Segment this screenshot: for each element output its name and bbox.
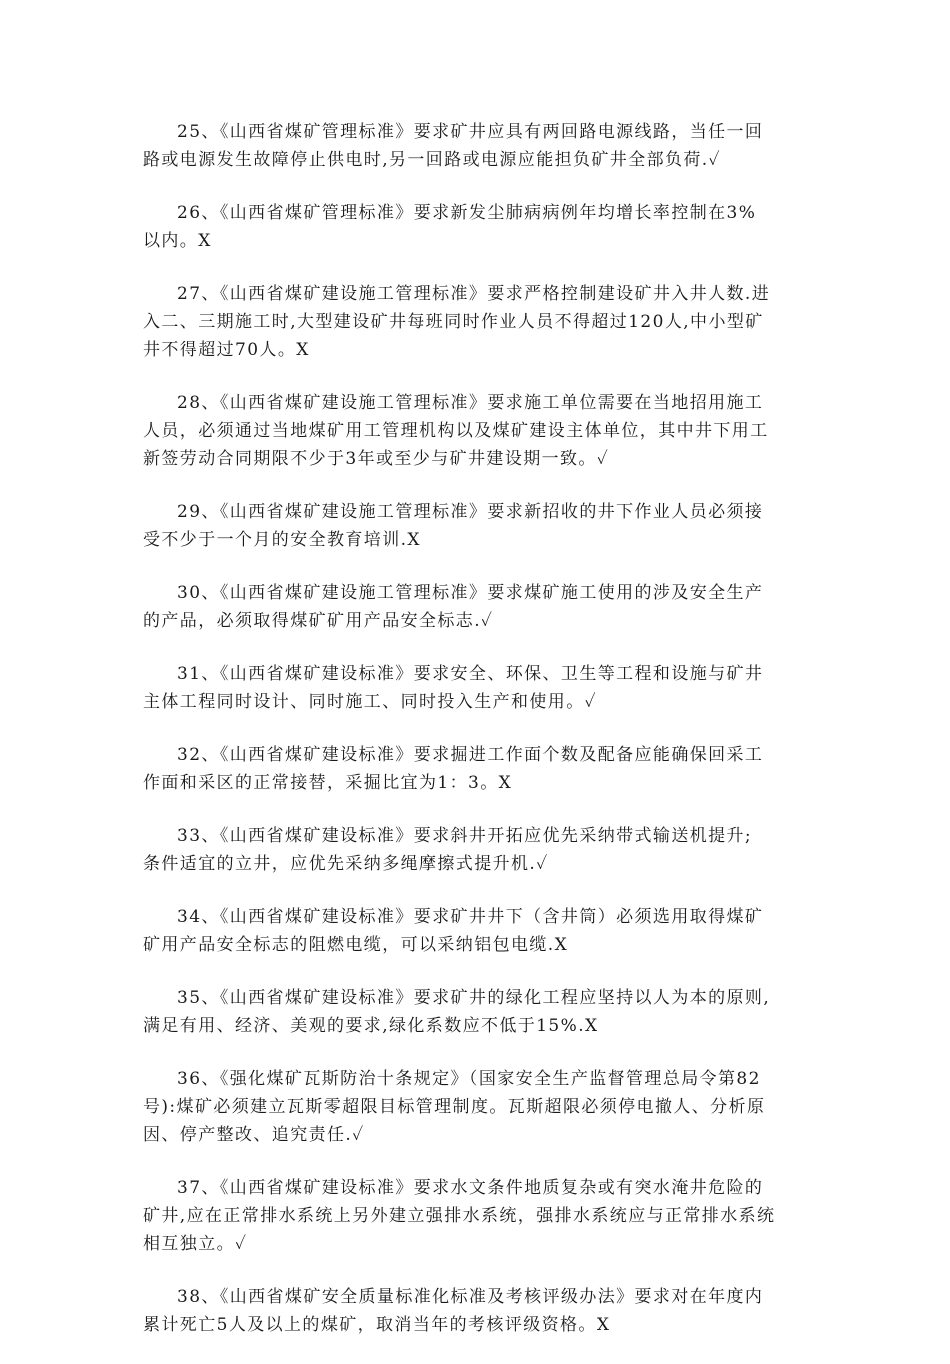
question-item-33 — [143, 822, 813, 878]
question-line: 36、《强化煤矿瓦斯防治十条规定》（国家安全生产监督管理总局令第82 — [177, 1069, 761, 1089]
question-line: 33、《山西省煤矿建设标准》要求斜井开拓应优先采纳带式输送机提升; — [177, 826, 753, 846]
question-line: 新签劳动合同期限不少于3年或至少与矿井建设期一致。✓ — [143, 449, 610, 469]
question-line: 37、《山西省煤矿建设标准》要求水文条件地质复杂或有突水淹井危险的 — [177, 1178, 764, 1198]
question-line: 25、《山西省煤矿管理标准》要求矿井应具有两回路电源线路，当任一回 — [177, 122, 764, 142]
question-line: 以内。X — [143, 231, 212, 251]
question-line: 矿井,应在正常排水系统上另外建立强排水系统，强排水系统应与正常排水系统 — [143, 1206, 776, 1226]
question-item-26 — [143, 199, 813, 255]
question-line: 累计死亡5人及以上的煤矿，取消当年的考核评级资格。X — [143, 1315, 611, 1335]
question-line: 的产品，必须取得煤矿矿用产品安全标志.✓ — [143, 611, 494, 631]
question-line: 井不得超过70人。X — [143, 340, 310, 360]
question-line: 满足有用、经济、美观的要求,绿化系数应不低于15%.X — [143, 1016, 599, 1036]
question-item-34 — [143, 903, 813, 959]
question-line: 27、《山西省煤矿建设施工管理标准》要求严格控制建设矿井入井人数.进 — [177, 284, 771, 304]
question-line: 受不少于一个月的安全教育培训.X — [143, 530, 421, 550]
question-line: 矿用产品安全标志的阻燃电缆，可以采纳铝包电缆.X — [143, 935, 569, 955]
question-item-38 — [143, 1283, 813, 1339]
question-item-28 — [143, 389, 813, 473]
question-line: 29、《山西省煤矿建设施工管理标准》要求新招收的井下作业人员必须接 — [177, 502, 764, 522]
question-line: 32、《山西省煤矿建设标准》要求掘进工作面个数及配备应能确保回采工 — [177, 745, 764, 765]
question-line: 人员，必须通过当地煤矿用工管理机构以及煤矿建设主体单位，其中井下用工 — [143, 421, 769, 441]
question-line: 35、《山西省煤矿建设标准》要求矿井的绿化工程应坚持以人为本的原则, — [177, 988, 771, 1008]
question-item-32 — [143, 741, 813, 797]
question-line: 号):煤矿必须建立瓦斯零超限目标管理制度。瓦斯超限必须停电撤人、分析原 — [143, 1097, 766, 1117]
question-list — [143, 118, 813, 1364]
question-item-36 — [143, 1065, 813, 1149]
question-line: 34、《山西省煤矿建设标准》要求矿井井下（含井筒）必须选用取得煤矿 — [177, 907, 764, 927]
question-line: 入二、三期施工时,大型建设矿井每班同时作业人员不得超过120人,中小型矿 — [143, 312, 764, 332]
question-line: 28、《山西省煤矿建设施工管理标准》要求施工单位需要在当地招用施工 — [177, 393, 764, 413]
question-item-31 — [143, 660, 813, 716]
question-line: 26、《山西省煤矿管理标准》要求新发尘肺病病例年均增长率控制在3% — [177, 203, 757, 223]
question-item-27 — [143, 280, 813, 364]
question-line: 31、《山西省煤矿建设标准》要求安全、环保、卫生等工程和设施与矿井 — [177, 664, 764, 684]
question-line: 因、停产整改、追究责任.✓ — [143, 1125, 365, 1145]
question-line: 路或电源发生故障停止供电时,另一回路或电源应能担负矿井全部负荷.✓ — [143, 150, 721, 170]
question-line: 条件适宜的立井，应优先采纳多绳摩擦式提升机.✓ — [143, 854, 549, 874]
question-line: 主体工程同时设计、同时施工、同时投入生产和使用。✓ — [143, 692, 597, 712]
question-line: 作面和采区的正常接替，采掘比宜为1：3。X — [143, 773, 513, 793]
question-item-29 — [143, 498, 813, 554]
question-line: 30、《山西省煤矿建设施工管理标准》要求煤矿施工使用的涉及安全生产 — [177, 583, 764, 603]
question-item-37 — [143, 1174, 813, 1258]
question-line: 相互独立。✓ — [143, 1234, 248, 1254]
question-item-35 — [143, 984, 813, 1040]
question-item-25 — [143, 118, 813, 174]
question-line: 38、《山西省煤矿安全质量标准化标准及考核评级办法》要求对在年度内 — [177, 1287, 764, 1307]
question-item-30 — [143, 579, 813, 635]
